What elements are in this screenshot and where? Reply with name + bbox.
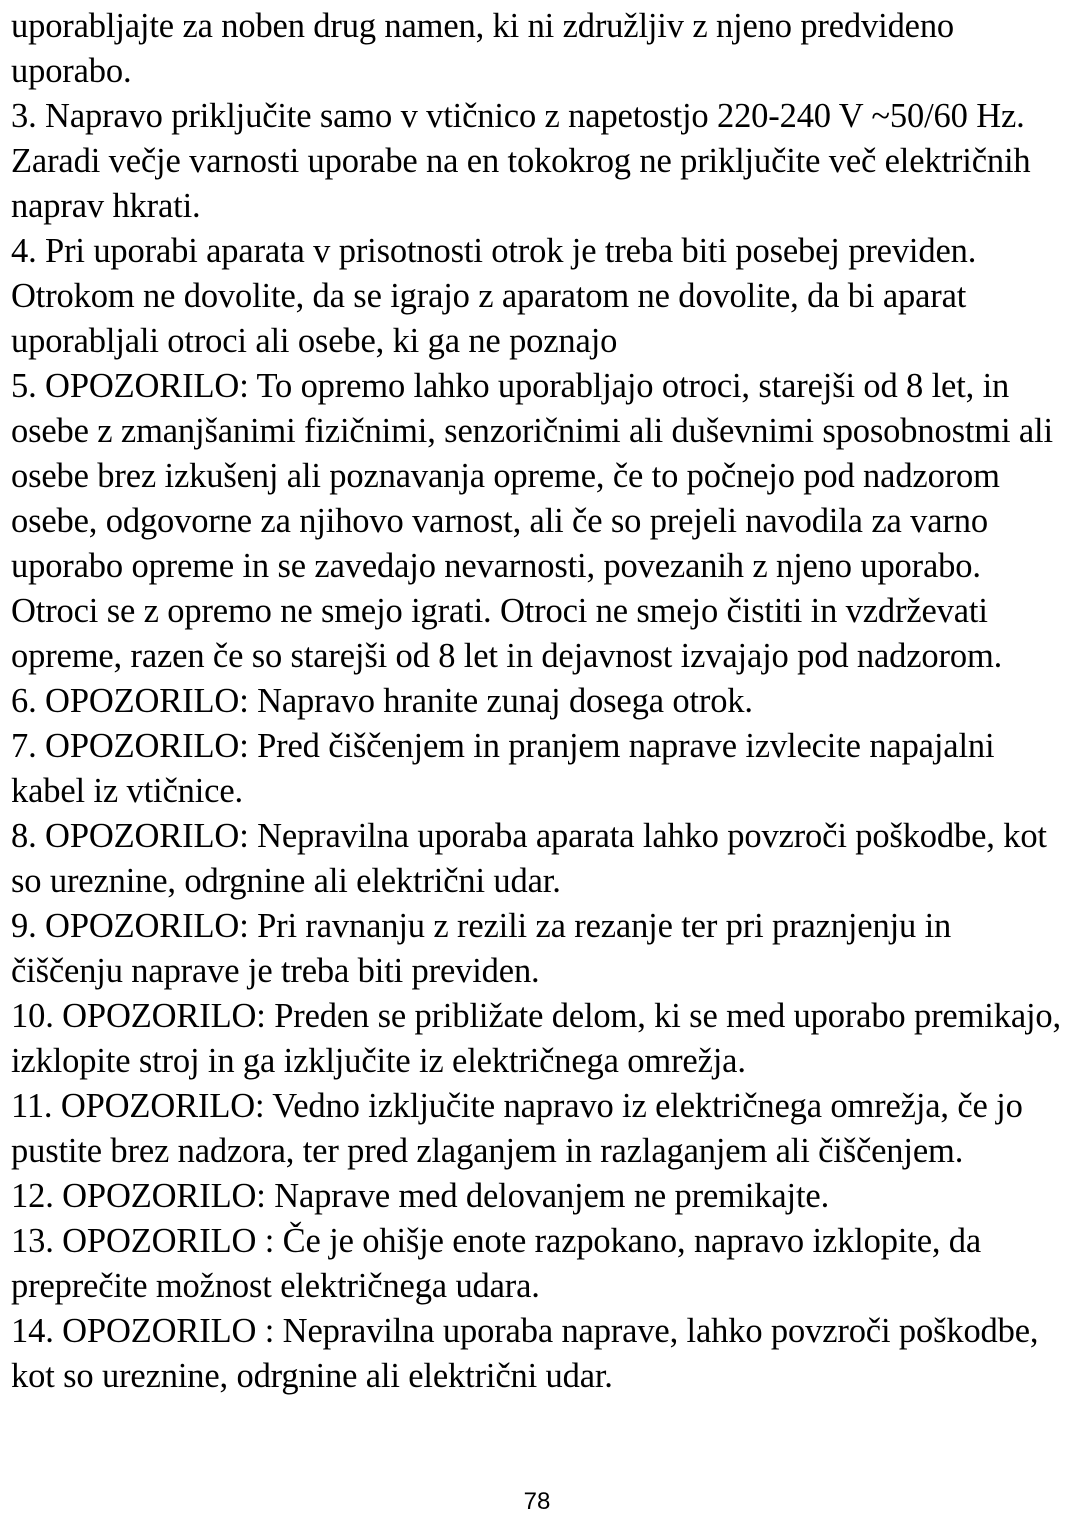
- safety-item-11: 11. OPOZORILO: Vedno izključite napravo iz električnega omrežja, če jo pustite brez nadzora, ter pred zlaganjem in razlaganjem ali čiščenjem.: [11, 1087, 1023, 1170]
- safety-item-10: 10. OPOZORILO: Preden se približate delom, ki se med uporabo premikajo, izklopite stroj in ga izključite iz električnega omrežja.: [11, 997, 1061, 1080]
- safety-item-8: 8. OPOZORILO: Nepravilna uporaba aparata lahko povzroči poškodbe, kot so ureznine, odrgnine ali električni udar.: [11, 817, 1047, 900]
- safety-item-12: 12. OPOZORILO: Naprave med delovanjem ne premikajte.: [11, 1177, 830, 1215]
- safety-item-9: 9. OPOZORILO: Pri ravnanju z rezili za rezanje ter pri praznjenju in čiščenju naprave je treba biti previden.: [11, 907, 952, 990]
- safety-item-3: 3. Napravo priključite samo v vtičnico z napetostjo 220-240 V ~50/60 Hz. Zaradi večje varnosti uporabe na en tokokrog ne priključite več električnih naprav hkrati.: [11, 97, 1031, 225]
- safety-item-14: 14. OPOZORILO : Nepravilna uporaba naprave, lahko povzroči poškodbe, kot so ureznine, odrgnine ali električni udar.: [11, 1312, 1039, 1395]
- safety-item-4: 4. Pri uporabi aparata v prisotnosti otrok je treba biti posebej previden. Otrokom ne dovolite, da se igrajo z aparatom ne dovolite, da bi aparat uporabljali otroci ali osebe, ki ga ne poznajo: [11, 232, 977, 360]
- paragraph-continuation: uporabljajte za noben drug namen, ki ni združljiv z njeno predvideno uporabo.: [11, 7, 955, 90]
- document-body: [11, 4, 1071, 1399]
- safety-item-13: 13. OPOZORILO : Če je ohišje enote razpokano, napravo izklopite, da preprečite možnost električnega udara.: [11, 1222, 982, 1305]
- safety-item-7: 7. OPOZORILO: Pred čiščenjem in pranjem naprave izvlecite napajalni kabel iz vtičnice.: [11, 727, 995, 810]
- safety-item-5: 5. OPOZORILO: To opremo lahko uporabljajo otroci, starejši od 8 let, in osebe z zmanjšanimi fizičnimi, senzoričnimi ali duševnimi sposobnostmi ali osebe brez izkušenj ali poznavanja opreme, če to počnejo pod nadzorom osebe, odgovorne za njihovo varnost, ali če so prejeli navodila za varno uporabo opreme in se zavedajo nevarnosti, povezanih z njeno uporabo. Otroci se z opremo ne smejo igrati. Otroci ne smejo čistiti in vzdrževati opreme, razen če so starejši od 8 let in dejavnost izvajajo pod nadzorom.: [11, 367, 1053, 675]
- page-number: 78: [523, 1488, 551, 1515]
- safety-item-6: 6. OPOZORILO: Napravo hranite zunaj dosega otrok.: [11, 682, 753, 720]
